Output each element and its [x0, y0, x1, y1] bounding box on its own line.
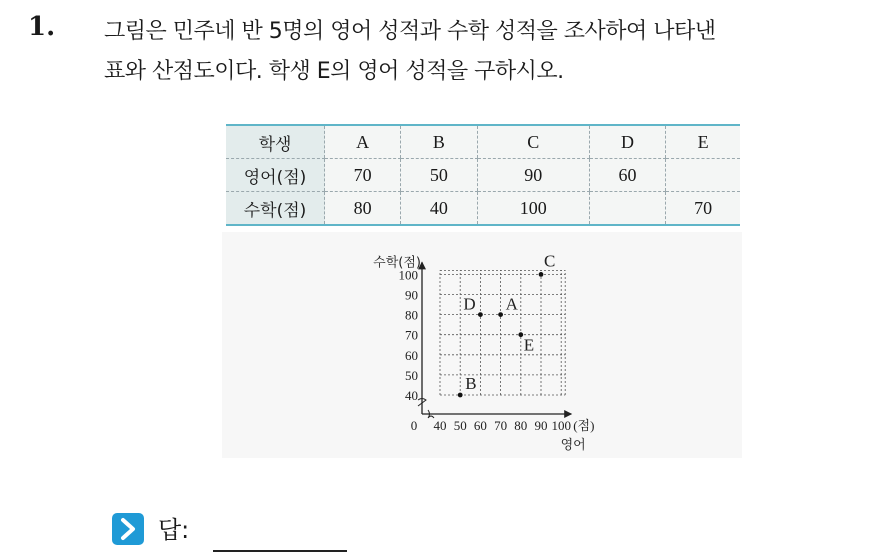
answer-label: 답:: [158, 516, 190, 544]
table-cell: 70: [325, 159, 401, 192]
point-label: E: [523, 335, 535, 355]
x-axis-label: 영어: [560, 438, 586, 453]
point-label: A: [505, 294, 518, 314]
point-label: D: [463, 294, 476, 314]
y-tick-label: 60: [405, 347, 418, 363]
x-tick-label: 70: [494, 418, 508, 433]
y-tick-label: 80: [405, 307, 418, 323]
scatter-point: [478, 312, 483, 317]
point-label: B: [465, 374, 477, 393]
table-cell: 70: [666, 192, 740, 226]
table-header-cell: B: [401, 125, 477, 159]
point-label: C: [544, 251, 556, 271]
table-header-cell: E: [666, 125, 740, 159]
table-cell: 50: [401, 159, 477, 192]
y-tick-label: 90: [405, 287, 418, 303]
answer-blank[interactable]: [213, 550, 347, 552]
y-tick-label: 50: [405, 367, 418, 383]
question-line-1: 그림은 민주네 반 5명의 영어 성적과 수학 성적을 조사하여 나타낸: [104, 19, 716, 44]
x-axis-arrow: [564, 410, 572, 418]
scatter-point: [518, 332, 523, 337]
table-cell: 90: [477, 159, 589, 192]
table-cell: 80: [325, 192, 401, 226]
x-tick-label: 50: [453, 418, 467, 433]
table-row-label: 영어(점): [226, 159, 325, 192]
scatter-point: [539, 272, 544, 277]
x-tick-label: 80: [514, 418, 528, 433]
x-tick-label: 100: [551, 418, 571, 433]
y-tick-label: 70: [405, 327, 418, 343]
y-tick-label: 40: [405, 388, 418, 403]
table-cell: 60: [589, 159, 665, 192]
scatter-point: [458, 393, 463, 398]
table-cell: 40: [401, 192, 477, 226]
scatter-point: [498, 312, 503, 317]
table-row-label: 수학(점): [226, 192, 325, 226]
origin-label: 0: [410, 418, 418, 433]
table-header-cell: 학생: [226, 125, 325, 159]
table-cell: 100: [477, 192, 589, 226]
question-line-2: 표와 산점도이다. 학생 E의 영어 성적을 구하시오.: [104, 59, 564, 84]
table-header-cell: C: [477, 125, 589, 159]
y-tick-label: 100: [398, 267, 418, 283]
x-tick-label: 40: [433, 418, 447, 433]
table-header-cell: D: [589, 125, 665, 159]
y-axis-label: 수학(점): [373, 255, 421, 271]
x-tick-label: 90: [534, 418, 548, 433]
x-tick-label: 60: [473, 418, 487, 433]
question-number: 1.: [28, 12, 56, 42]
x-axis-unit: (점): [573, 418, 595, 433]
table-header-cell: A: [325, 125, 401, 159]
chevron-right-icon: [112, 513, 144, 545]
